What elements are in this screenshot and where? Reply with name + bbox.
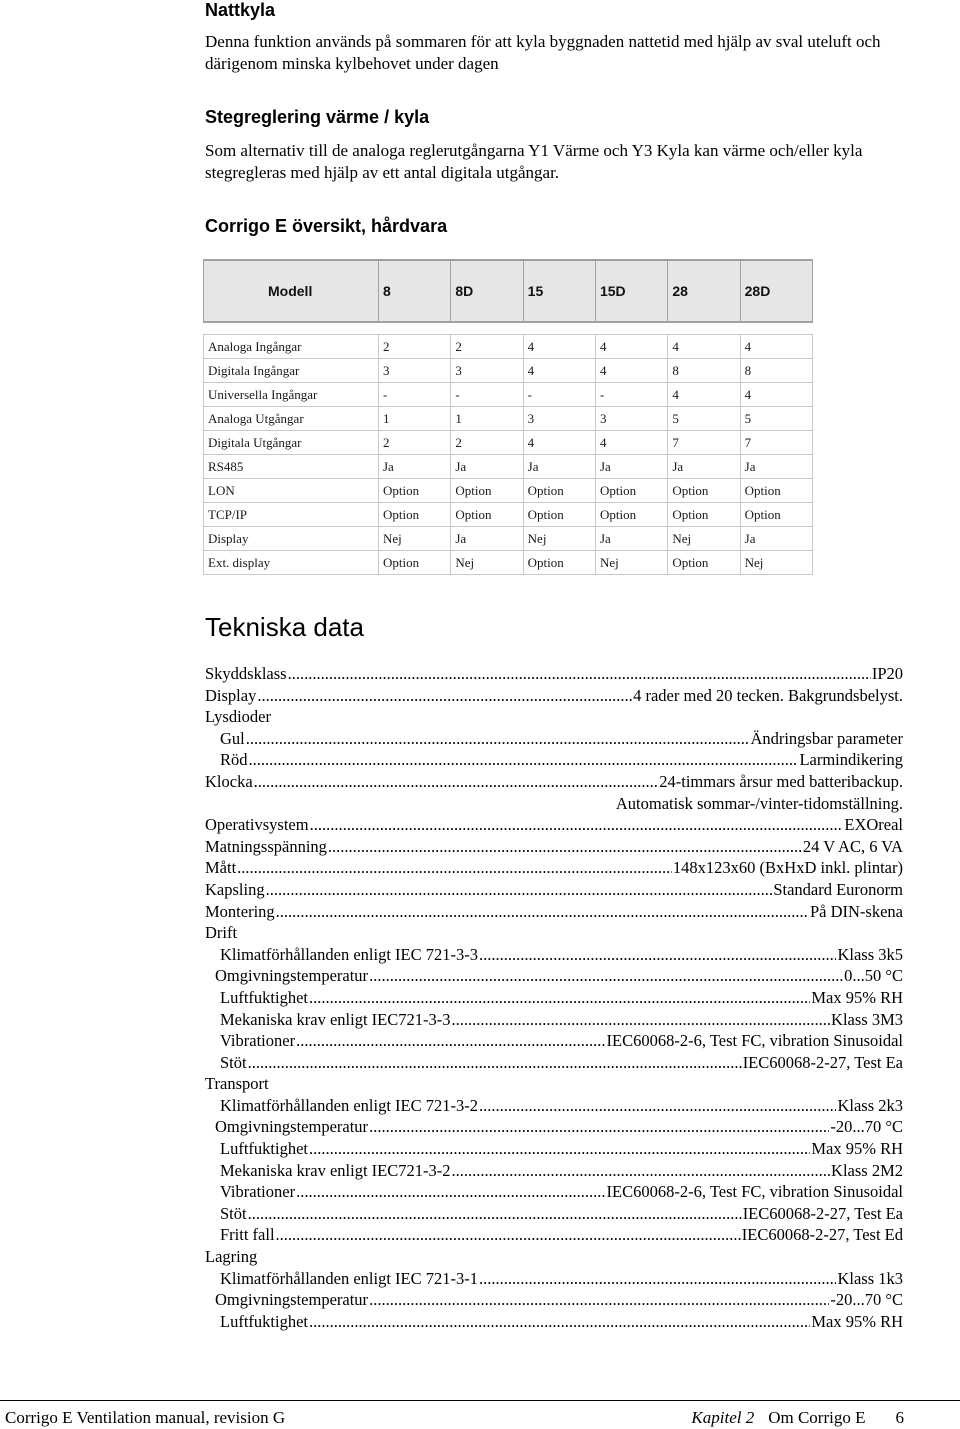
spec-value: Klass 1k3	[837, 1268, 903, 1288]
table-cell: Option	[379, 551, 451, 575]
table-cell: Option	[451, 503, 523, 527]
spec-label: Fritt fall	[220, 1225, 275, 1245]
table-cell: 4	[595, 359, 667, 383]
table-cell: 4	[668, 383, 740, 407]
table-cell: 3	[451, 359, 523, 383]
table-cell: Ja	[451, 455, 523, 479]
spec-row	[205, 1225, 903, 1247]
spec-value: IEC60068-2-6, Test FC, vibration Sinusoidal	[606, 1182, 903, 1202]
table-cell: 2	[451, 335, 523, 359]
hardware-table-header	[204, 260, 813, 322]
stegreglering-line-2: stegregleras med hjälp av ett antal digitala utgångar.	[205, 163, 560, 182]
spec-label: Stöt	[220, 1203, 247, 1223]
spec-value: Larmindikering	[799, 750, 903, 770]
table-row	[204, 551, 813, 575]
spec-row	[205, 707, 903, 729]
spec-row	[205, 1182, 903, 1204]
spec-row	[205, 1247, 903, 1269]
table-cell: Ja	[451, 527, 523, 551]
footer-divider	[0, 1400, 960, 1401]
table-row	[204, 335, 813, 359]
dot-leader	[451, 1161, 830, 1181]
spec-label: Mekaniska krav enligt IEC721-3-3	[220, 1009, 451, 1029]
spec-row	[205, 750, 903, 772]
dot-leader	[288, 664, 871, 684]
spec-row	[205, 729, 903, 751]
row-label: Analoga Ingångar	[204, 335, 379, 359]
dot-leader	[296, 1182, 605, 1202]
table-cell: Ja	[595, 527, 667, 551]
spec-row	[205, 858, 903, 880]
table-cell: 4	[740, 383, 812, 407]
table-cell: 4	[523, 335, 595, 359]
table-cell: 3	[379, 359, 451, 383]
table-cell: Ja	[379, 455, 451, 479]
spec-value: 4 rader med 20 tecken. Bakgrundsbelyst.	[633, 685, 903, 705]
spec-row	[205, 1031, 903, 1053]
spec-label: Kapsling	[205, 879, 265, 899]
spec-label: Gul	[220, 728, 245, 748]
table-cell: 2	[379, 335, 451, 359]
spec-value: Klass 3M3	[831, 1009, 903, 1029]
table-cell: Option	[595, 503, 667, 527]
nattkyla-line-1: Denna funktion används på sommaren för att kyla byggnaden nattetid med hjälp av sval uteluft och	[205, 32, 881, 51]
spec-value: -20...70 °C	[830, 1290, 903, 1310]
table-row	[204, 503, 813, 527]
table-cell: 8	[668, 359, 740, 383]
dot-leader	[479, 1096, 836, 1116]
footer-manual-title: Corrigo E Ventilation manual, revision G	[5, 1408, 286, 1427]
spec-value: Automatisk sommar-/vinter-tidomställning.	[615, 793, 903, 813]
spec-row	[205, 1074, 903, 1096]
dot-leader	[309, 988, 810, 1008]
spec-label: Display	[205, 685, 257, 705]
footer-section: Om Corrigo E	[768, 1408, 866, 1427]
spec-row	[205, 923, 903, 945]
spec-label: Lysdioder	[205, 707, 271, 727]
spec-value: IEC60068-2-6, Test FC, vibration Sinusoidal	[606, 1031, 903, 1051]
table-row	[204, 407, 813, 431]
spec-row	[205, 815, 903, 837]
dot-leader	[249, 750, 799, 770]
table-cell: 5	[740, 407, 812, 431]
table-cell: 4	[523, 359, 595, 383]
spec-row	[205, 902, 903, 924]
dot-leader	[276, 902, 809, 922]
spec-label: Omgivningstemperatur	[215, 1117, 369, 1137]
nattkyla-paragraph	[205, 31, 960, 75]
dot-leader	[296, 1031, 605, 1051]
dot-leader	[309, 1139, 810, 1159]
table-cell: Option	[523, 503, 595, 527]
spec-value: -20...70 °C	[830, 1117, 903, 1137]
spec-row	[205, 1010, 903, 1032]
table-cell: Option	[668, 479, 740, 503]
tekniska-data-heading: Tekniska data	[205, 612, 364, 642]
table-cell: 1	[379, 407, 451, 431]
table-cell: Option	[595, 479, 667, 503]
column-header-6: 28D	[740, 260, 812, 322]
dot-leader	[266, 880, 773, 900]
spec-value: 24 V AC, 6 VA	[802, 836, 903, 856]
stegreglering-heading: Stegreglering värme / kyla	[205, 107, 430, 127]
stegreglering-line-1: Som alternativ till de analoga reglerutgångarna Y1 Värme och Y3 Kyla kan värme och/eller kyla	[205, 141, 863, 160]
hardware-heading: Corrigo E översikt, hårdvara	[205, 216, 448, 236]
spec-label: Vibrationer	[220, 1031, 296, 1051]
spec-row	[205, 794, 903, 816]
spec-value: Max 95% RH	[811, 987, 903, 1007]
row-label: Analoga Utgångar	[204, 407, 379, 431]
table-cell: Nej	[523, 527, 595, 551]
table-cell: Nej	[379, 527, 451, 551]
table-cell: Ja	[668, 455, 740, 479]
spec-value: IEC60068-2-27, Test Ea	[742, 1203, 903, 1223]
table-cell: -	[523, 383, 595, 407]
footer-chapter: Kapitel 2	[691, 1408, 755, 1427]
spec-label: Lagring	[205, 1247, 258, 1267]
table-row	[204, 359, 813, 383]
dot-leader	[237, 858, 672, 878]
dot-leader	[276, 1225, 741, 1245]
dot-leader	[246, 729, 750, 749]
spec-label: Operativsystem	[205, 815, 309, 835]
spec-value: Max 95% RH	[811, 1139, 903, 1159]
spec-label: Klimatförhållanden enligt IEC 721-3-2	[220, 1095, 478, 1115]
spec-label: Röd	[220, 750, 248, 770]
spec-label: Matningsspänning	[205, 836, 327, 856]
table-cell: Ja	[523, 455, 595, 479]
column-header-2: 8D	[451, 260, 523, 322]
hardware-table	[203, 259, 813, 575]
stegreglering-paragraph	[205, 140, 960, 184]
row-label: RS485	[204, 455, 379, 479]
dot-leader	[248, 1053, 742, 1073]
spec-value: Standard Euronorm	[773, 879, 903, 899]
table-row	[204, 383, 813, 407]
table-cell: Option	[668, 551, 740, 575]
footer-page-number: 6	[895, 1408, 904, 1427]
spec-row	[205, 686, 903, 708]
dot-leader	[248, 1204, 742, 1224]
table-cell: 4	[523, 431, 595, 455]
table-cell: Option	[740, 503, 812, 527]
dot-leader	[309, 1312, 810, 1332]
column-header-3: 15	[523, 260, 595, 322]
nattkyla-heading: Nattkyla	[205, 0, 276, 20]
spec-value: IEC60068-2-27, Test Ed	[741, 1225, 903, 1245]
spec-value: Klass 3k5	[837, 944, 903, 964]
nattkyla-line-2: därigenom minska kylbehovet under dagen	[205, 54, 499, 73]
tekniska-data-list	[205, 664, 903, 1333]
footer-chapter-info	[691, 1408, 904, 1428]
dot-leader	[369, 966, 843, 986]
row-label: LON	[204, 479, 379, 503]
spec-label: Montering	[205, 901, 275, 921]
table-row	[204, 455, 813, 479]
table-cell: 3	[523, 407, 595, 431]
spec-value: Ändringsbar parameter	[750, 728, 903, 748]
spec-row	[205, 1312, 903, 1334]
column-header-5: 28	[668, 260, 740, 322]
table-cell: 4	[595, 431, 667, 455]
spec-label: Mått	[205, 858, 237, 878]
column-header-modell: Modell	[204, 260, 379, 322]
table-cell: 7	[740, 431, 812, 455]
spec-label: Drift	[205, 923, 238, 943]
spec-row	[205, 772, 903, 794]
spec-row	[205, 1053, 903, 1075]
table-cell: Nej	[595, 551, 667, 575]
dot-leader	[369, 1290, 829, 1310]
row-label: TCP/IP	[204, 503, 379, 527]
spec-row	[205, 988, 903, 1010]
spec-row	[205, 1269, 903, 1291]
column-header-1: 8	[379, 260, 451, 322]
column-header-4: 15D	[595, 260, 667, 322]
spec-label: Klimatförhållanden enligt IEC 721-3-3	[220, 944, 478, 964]
spec-label: Skyddsklass	[205, 664, 287, 683]
table-cell: Nej	[740, 551, 812, 575]
table-cell: 3	[595, 407, 667, 431]
dot-leader	[451, 1010, 830, 1030]
spec-label: Omgivningstemperatur	[215, 966, 369, 986]
table-cell: 7	[668, 431, 740, 455]
spec-label: Stöt	[220, 1052, 247, 1072]
table-row	[204, 431, 813, 455]
table-cell: 4	[668, 335, 740, 359]
dot-leader	[257, 686, 632, 706]
spec-row	[205, 1290, 903, 1312]
spec-label: Transport	[205, 1074, 269, 1094]
spec-label: Luftfuktighet	[220, 1139, 308, 1159]
spec-label: Klimatförhållanden enligt IEC 721-3-1	[220, 1268, 478, 1288]
row-label: Display	[204, 527, 379, 551]
table-cell: 1	[451, 407, 523, 431]
spec-label: Klocka	[205, 771, 253, 791]
table-cell: Nej	[668, 527, 740, 551]
row-label: Ext. display	[204, 551, 379, 575]
table-row	[204, 527, 813, 551]
spec-value: 0...50 °C	[844, 966, 903, 986]
spec-label: Vibrationer	[220, 1182, 296, 1202]
spec-row	[205, 966, 903, 988]
dot-leader	[254, 772, 659, 792]
table-cell: 8	[740, 359, 812, 383]
table-cell: Option	[379, 479, 451, 503]
spec-label: Luftfuktighet	[220, 987, 308, 1007]
table-cell: 2	[379, 431, 451, 455]
dot-leader	[479, 945, 836, 965]
table-cell: 4	[595, 335, 667, 359]
table-cell: Ja	[740, 455, 812, 479]
row-label: Digitala Utgångar	[204, 431, 379, 455]
spec-value: IP20	[871, 664, 903, 683]
spec-value: IEC60068-2-27, Test Ea	[742, 1052, 903, 1072]
spec-row	[205, 664, 903, 686]
spec-label: Mekaniska krav enligt IEC721-3-2	[220, 1160, 451, 1180]
spec-row	[205, 1139, 903, 1161]
spec-value: EXOreal	[844, 815, 903, 835]
table-row	[204, 479, 813, 503]
row-label: Digitala Ingångar	[204, 359, 379, 383]
row-label: Universella Ingångar	[204, 383, 379, 407]
spec-value: Klass 2k3	[837, 1095, 903, 1115]
spec-value: 148x123x60 (BxHxD inkl. plintar)	[672, 858, 903, 878]
table-cell: Option	[523, 551, 595, 575]
table-cell: Option	[523, 479, 595, 503]
table-cell: 4	[740, 335, 812, 359]
dot-leader	[310, 815, 844, 835]
spec-label: Luftfuktighet	[220, 1311, 308, 1331]
spec-row	[205, 945, 903, 967]
spec-row	[205, 1117, 903, 1139]
table-cell: Option	[668, 503, 740, 527]
spec-value: 24-timmars årsur med batteribackup.	[659, 771, 903, 791]
table-cell: Nej	[451, 551, 523, 575]
table-cell: -	[595, 383, 667, 407]
dot-leader	[369, 1117, 829, 1137]
table-cell: 5	[668, 407, 740, 431]
table-cell: 2	[451, 431, 523, 455]
spec-row	[205, 1161, 903, 1183]
spec-row	[205, 837, 903, 859]
spec-row	[205, 880, 903, 902]
table-cell: -	[451, 383, 523, 407]
table-cell: Option	[379, 503, 451, 527]
table-spacer	[204, 322, 813, 335]
dot-leader	[328, 837, 802, 857]
dot-leader	[479, 1269, 836, 1289]
table-cell: Ja	[595, 455, 667, 479]
table-cell: -	[379, 383, 451, 407]
spec-row	[205, 1204, 903, 1226]
spec-value: På DIN-skena	[809, 901, 903, 921]
spec-label: Omgivningstemperatur	[215, 1290, 369, 1310]
table-cell: Option	[740, 479, 812, 503]
spec-value: Klass 2M2	[831, 1160, 903, 1180]
table-cell: Ja	[740, 527, 812, 551]
spec-row	[205, 1096, 903, 1118]
spec-value: Max 95% RH	[811, 1311, 903, 1331]
table-cell: Option	[451, 479, 523, 503]
